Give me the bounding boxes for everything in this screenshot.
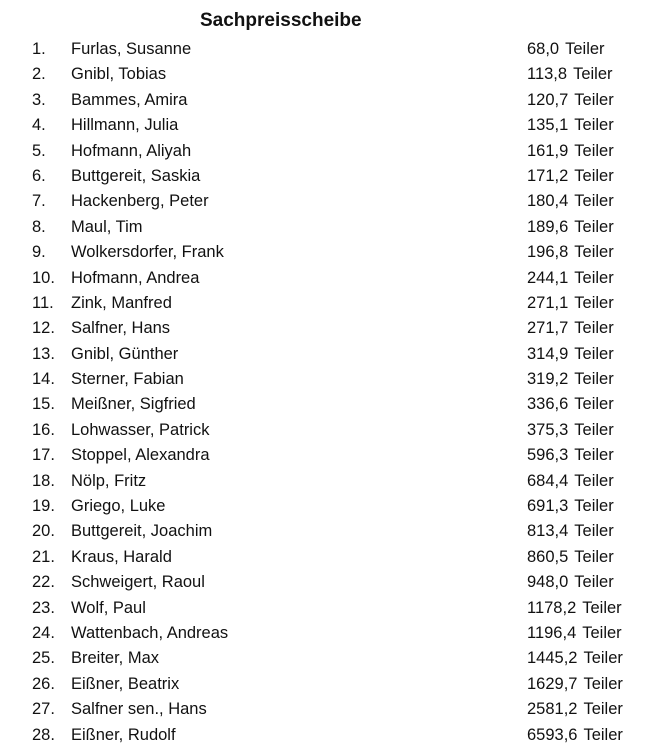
result-rank: 28. <box>32 725 55 744</box>
result-score-unit: Teiler <box>574 192 614 211</box>
result-score <box>527 62 613 87</box>
result-score <box>527 189 614 214</box>
result-score-value: 314,9 <box>527 344 569 363</box>
result-score <box>527 697 623 722</box>
result-score-unit: Teiler <box>574 471 614 490</box>
result-score <box>527 164 614 189</box>
result-row <box>0 596 668 621</box>
result-rank: 8. <box>32 217 46 236</box>
result-score-unit: Teiler <box>574 268 614 287</box>
result-score-unit: Teiler <box>574 217 614 236</box>
result-row <box>0 88 668 113</box>
result-score-value: 244,1 <box>527 268 569 287</box>
result-row <box>0 37 668 62</box>
result-score-value: 948,0 <box>527 573 569 592</box>
result-row <box>0 519 668 544</box>
result-name: Hofmann, Aliyah <box>71 141 192 160</box>
result-name: Breiter, Max <box>71 649 160 668</box>
result-name: Wolkersdorfer, Frank <box>71 243 224 262</box>
result-score-unit: Teiler <box>583 649 623 668</box>
result-rank: 24. <box>32 623 55 642</box>
result-rank: 4. <box>32 116 46 135</box>
result-score-value: 2581,2 <box>527 700 578 719</box>
result-name: Salfner sen., Hans <box>71 700 207 719</box>
result-score-value: 6593,6 <box>527 725 578 744</box>
result-score-unit: Teiler <box>583 725 623 744</box>
result-row <box>0 723 668 748</box>
result-name: Hillmann, Julia <box>71 116 179 135</box>
result-score <box>527 215 614 240</box>
result-row <box>0 545 668 570</box>
result-row <box>0 392 668 417</box>
result-rank: 14. <box>32 370 55 389</box>
result-score <box>527 723 623 748</box>
result-score <box>527 88 614 113</box>
result-name: Eißner, Rudolf <box>71 725 176 744</box>
result-score-value: 596,3 <box>527 446 569 465</box>
result-score <box>527 469 614 494</box>
result-name: Kraus, Harald <box>71 547 172 566</box>
result-score <box>527 113 614 138</box>
result-score-value: 336,6 <box>527 395 569 414</box>
result-row <box>0 570 668 595</box>
result-score-unit: Teiler <box>574 319 614 338</box>
result-row <box>0 418 668 443</box>
result-rank: 12. <box>32 319 55 338</box>
result-rank: 9. <box>32 243 46 262</box>
result-name: Buttgereit, Saskia <box>71 166 201 185</box>
result-score-value: 135,1 <box>527 116 569 135</box>
result-score-value: 68,0 <box>527 40 560 58</box>
result-score-unit: Teiler <box>573 65 613 84</box>
result-rank: 10. <box>32 268 55 287</box>
result-rank: 13. <box>32 344 55 363</box>
result-score-value: 171,2 <box>527 166 569 185</box>
result-score-value: 271,1 <box>527 293 569 312</box>
result-score-value: 319,2 <box>527 370 569 389</box>
result-score-value: 813,4 <box>527 522 569 541</box>
result-score-value: 189,6 <box>527 217 569 236</box>
result-score-unit: Teiler <box>574 90 614 109</box>
result-rank: 20. <box>32 522 55 541</box>
result-score-value: 113,8 <box>527 65 568 84</box>
result-score-unit: Teiler <box>582 623 622 642</box>
result-row <box>0 697 668 722</box>
result-name: Wattenbach, Andreas <box>71 623 229 642</box>
result-rank: 26. <box>32 674 55 693</box>
result-name: Gnibl, Günther <box>71 344 179 363</box>
result-score-value: 375,3 <box>527 420 569 439</box>
result-score-value: 180,4 <box>527 192 569 211</box>
result-name: Bammes, Amira <box>71 90 188 109</box>
result-rank: 23. <box>32 598 55 617</box>
result-score <box>527 291 614 316</box>
result-score-value: 1178,2 <box>527 598 577 617</box>
result-score-unit: Teiler <box>574 344 614 363</box>
result-rank: 21. <box>32 547 55 566</box>
result-score-unit: Teiler <box>574 293 614 312</box>
results-list <box>0 37 668 748</box>
result-rank: 1. <box>32 40 46 58</box>
result-name: Hofmann, Andrea <box>71 268 200 287</box>
result-score-unit: Teiler <box>574 573 614 592</box>
result-score-unit: Teiler <box>574 370 614 389</box>
result-score-unit: Teiler <box>574 141 614 160</box>
result-rank: 2. <box>32 65 46 84</box>
result-rank: 3. <box>32 90 46 109</box>
result-row <box>0 62 668 87</box>
result-score <box>527 494 614 519</box>
result-score <box>527 596 622 621</box>
result-rank: 18. <box>32 471 55 490</box>
result-name: Wolf, Paul <box>71 598 146 617</box>
result-score-unit: Teiler <box>574 243 614 262</box>
result-score-value: 691,3 <box>527 497 569 516</box>
result-score-value: 1629,7 <box>527 674 578 693</box>
result-name: Sterner, Fabian <box>71 370 184 389</box>
result-score <box>527 519 614 544</box>
result-rank: 7. <box>32 192 46 211</box>
result-row <box>0 469 668 494</box>
result-rank: 25. <box>32 649 55 668</box>
result-name: Stoppel, Alexandra <box>71 446 210 465</box>
result-row <box>0 443 668 468</box>
result-name: Gnibl, Tobias <box>71 65 167 84</box>
result-score <box>527 443 614 468</box>
result-row <box>0 367 668 392</box>
result-name: Eißner, Beatrix <box>71 674 180 693</box>
result-rank: 15. <box>32 395 55 414</box>
result-name: Zink, Manfred <box>71 293 172 312</box>
result-score <box>527 672 623 697</box>
result-score <box>527 392 614 417</box>
result-score-unit: Teiler <box>565 40 605 58</box>
result-rank: 19. <box>32 497 55 516</box>
result-rank: 6. <box>32 166 46 185</box>
result-score <box>527 316 614 341</box>
result-name: Lohwasser, Patrick <box>71 420 210 439</box>
result-score <box>527 240 614 265</box>
result-score-value: 120,7 <box>527 90 569 109</box>
result-score-unit: Teiler <box>574 166 614 185</box>
result-score-unit: Teiler <box>574 395 614 414</box>
result-score <box>527 367 614 392</box>
result-name: Salfner, Hans <box>71 319 171 338</box>
result-row <box>0 621 668 646</box>
result-score-unit: Teiler <box>574 522 614 541</box>
result-score-unit: Teiler <box>574 497 614 516</box>
result-score <box>527 570 614 595</box>
result-rank: 17. <box>32 446 55 465</box>
result-name: Furlas, Susanne <box>71 40 192 58</box>
result-row <box>0 342 668 367</box>
result-row <box>0 672 668 697</box>
result-name: Meißner, Sigfried <box>71 395 196 414</box>
result-score-value: 1445,2 <box>527 649 578 668</box>
result-row <box>0 494 668 519</box>
result-row <box>0 164 668 189</box>
result-row <box>0 113 668 138</box>
result-score-value: 161,9 <box>527 141 569 160</box>
result-row <box>0 316 668 341</box>
result-score <box>527 646 623 671</box>
result-score-value: 684,4 <box>527 471 569 490</box>
result-row <box>0 215 668 240</box>
result-name: Maul, Tim <box>71 217 143 236</box>
result-rank: 5. <box>32 141 46 160</box>
result-row <box>0 189 668 214</box>
result-name: Nölp, Fritz <box>71 471 147 490</box>
result-row <box>0 240 668 265</box>
result-score <box>527 418 614 443</box>
result-row <box>0 646 668 671</box>
result-rank: 16. <box>32 420 55 439</box>
result-name: Buttgereit, Joachim <box>71 522 213 541</box>
document-title: Sachpreisscheibe <box>200 10 362 31</box>
result-score-unit: Teiler <box>583 700 623 719</box>
result-score <box>527 545 614 570</box>
result-rank: 22. <box>32 573 55 592</box>
result-score <box>527 37 605 62</box>
result-score <box>527 621 622 646</box>
result-score-value: 860,5 <box>527 547 569 566</box>
result-rank: 27. <box>32 700 55 719</box>
result-score-value: 1196,4 <box>527 623 577 642</box>
result-score-value: 196,8 <box>527 243 569 262</box>
result-score <box>527 266 614 291</box>
result-score-value: 271,7 <box>527 319 569 338</box>
result-score <box>527 139 614 164</box>
result-name: Hackenberg, Peter <box>71 192 209 211</box>
result-name: Schweigert, Raoul <box>71 573 205 592</box>
result-row <box>0 266 668 291</box>
result-score-unit: Teiler <box>574 446 614 465</box>
result-row <box>0 291 668 316</box>
result-rank: 11. <box>32 293 54 312</box>
result-score <box>527 342 614 367</box>
result-score-unit: Teiler <box>583 674 623 693</box>
result-score-unit: Teiler <box>574 116 614 135</box>
result-name: Griego, Luke <box>71 497 166 516</box>
result-score-unit: Teiler <box>574 547 614 566</box>
result-score-unit: Teiler <box>582 598 622 617</box>
result-row <box>0 139 668 164</box>
result-score-unit: Teiler <box>574 420 614 439</box>
